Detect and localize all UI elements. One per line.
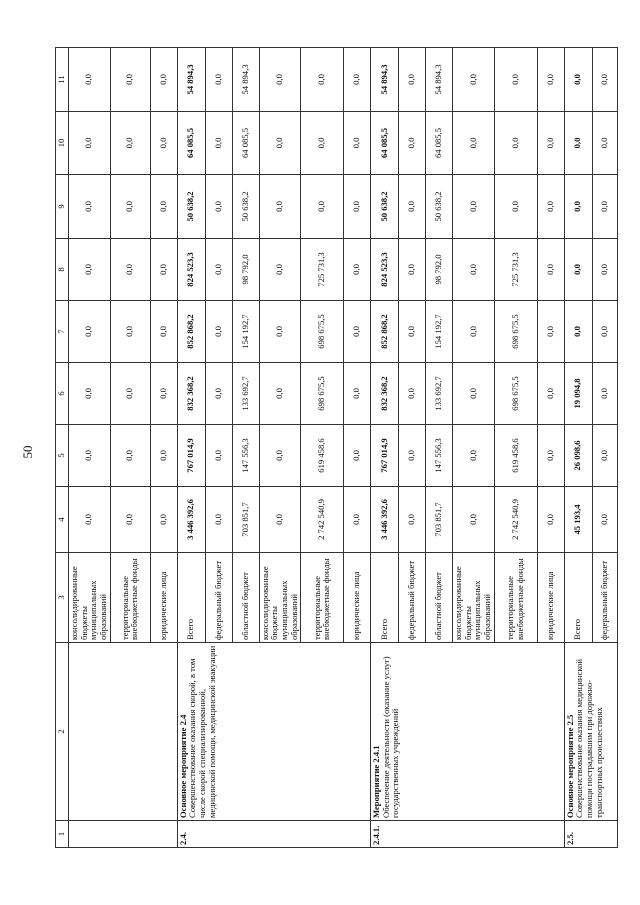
amount-cell: 50 638,2: [426, 175, 453, 239]
amount-cell: 0,0: [537, 425, 564, 487]
funding-source: федеральный бюджет: [592, 553, 617, 643]
item-title: Основное мероприятие 2.5: [564, 714, 575, 818]
amount-cell: 98 792,0: [426, 239, 453, 301]
funding-source: Всего: [371, 553, 399, 643]
amount-cell: 0,0: [205, 239, 232, 301]
item-description: Обеспечение деятельности (оказание услуг) государственных учреждений: [380, 656, 401, 818]
amount-cell: 0,0: [110, 48, 150, 112]
amount-cell: 0,0: [453, 48, 495, 112]
amount-cell: 0,0: [68, 112, 110, 175]
column-number-header: 11: [56, 48, 69, 112]
amount-cell: 54 894,3: [232, 48, 259, 112]
amount-cell: 0,0: [344, 112, 371, 175]
amount-cell: 0,0: [150, 239, 177, 301]
amount-cell: 0,0: [110, 239, 150, 301]
header-row: [56, 48, 69, 848]
item-name: [564, 643, 617, 821]
amount-cell: 0,0: [592, 301, 617, 363]
amount-cell: 0,0: [110, 301, 150, 363]
amount-cell: 133 692,7: [232, 363, 259, 425]
item-name: [371, 643, 565, 821]
amount-cell: 0,0: [205, 48, 232, 112]
amount-cell: 0,0: [68, 487, 110, 553]
amount-cell: 0,0: [564, 301, 592, 363]
amount-cell: 0,0: [537, 239, 564, 301]
item-name: [68, 643, 177, 821]
amount-cell: 0,0: [259, 175, 301, 239]
amount-cell: 0,0: [150, 487, 177, 553]
column-number-header: 9: [56, 175, 69, 239]
amount-cell: 0,0: [259, 363, 301, 425]
item-code: [68, 821, 177, 848]
item-description: Совершенствование оказания скорой, в том числе скорой специализированной, медицинской помощи, медицинской эвакуации: [187, 645, 217, 818]
column-number-header: 2: [56, 643, 69, 821]
table-body: [56, 48, 618, 848]
amount-cell: 0,0: [399, 48, 426, 112]
amount-cell: 0,0: [344, 48, 371, 112]
amount-cell: 0,0: [150, 112, 177, 175]
amount-cell: 0,0: [453, 175, 495, 239]
amount-cell: 0,0: [537, 363, 564, 425]
amount-cell: 0,0: [564, 175, 592, 239]
amount-cell: 133 692,7: [426, 363, 453, 425]
amount-cell: 852 868,2: [371, 301, 399, 363]
column-number-header: 6: [56, 363, 69, 425]
amount-cell: 0,0: [344, 175, 371, 239]
item-code: 2.5.: [564, 821, 617, 848]
amount-cell: 0,0: [205, 363, 232, 425]
funding-source: юридические лица: [150, 553, 177, 643]
amount-cell: 824 523,3: [177, 239, 205, 301]
amount-cell: 0,0: [150, 175, 177, 239]
amount-cell: 0,0: [68, 48, 110, 112]
amount-cell: 0,0: [301, 112, 344, 175]
amount-cell: 725 731,3: [494, 239, 537, 301]
table-row: [564, 48, 592, 848]
funding-source: территориальные внебюджетные фонды: [494, 553, 537, 643]
amount-cell: 703 851,7: [426, 487, 453, 553]
amount-cell: 64 085,5: [177, 112, 205, 175]
amount-cell: 824 523,3: [371, 239, 399, 301]
amount-cell: 0,0: [301, 175, 344, 239]
amount-cell: 0,0: [453, 112, 495, 175]
column-number-header: 1: [56, 821, 69, 848]
amount-cell: 147 556,3: [232, 425, 259, 487]
funding-source: федеральный бюджет: [205, 553, 232, 643]
amount-cell: 832 368,2: [177, 363, 205, 425]
amount-cell: 154 192,7: [232, 301, 259, 363]
amount-cell: 0,0: [259, 425, 301, 487]
amount-cell: 0,0: [537, 48, 564, 112]
amount-cell: 45 193,4: [564, 487, 592, 553]
amount-cell: 0,0: [259, 48, 301, 112]
amount-cell: 3 446 392,6: [177, 487, 205, 553]
amount-cell: 0,0: [205, 301, 232, 363]
amount-cell: 50 638,2: [177, 175, 205, 239]
item-title: Основное мероприятие 2.4: [177, 714, 188, 818]
amount-cell: 698 675,5: [301, 363, 344, 425]
funding-source: областной бюджет: [426, 553, 453, 643]
amount-cell: 50 638,2: [232, 175, 259, 239]
amount-cell: 154 192,7: [426, 301, 453, 363]
amount-cell: 0,0: [537, 487, 564, 553]
amount-cell: 0,0: [110, 112, 150, 175]
amount-cell: 0,0: [399, 363, 426, 425]
column-number-header: 5: [56, 425, 69, 487]
funding-source: юридические лица: [344, 553, 371, 643]
amount-cell: 0,0: [205, 425, 232, 487]
amount-cell: 767 014,9: [177, 425, 205, 487]
amount-cell: 698 675,5: [494, 301, 537, 363]
amount-cell: 0,0: [344, 239, 371, 301]
amount-cell: 0,0: [110, 487, 150, 553]
amount-cell: 832 368,2: [371, 363, 399, 425]
funding-source: консолидированные бюджеты муниципальных образований: [68, 553, 110, 643]
amount-cell: 0,0: [453, 239, 495, 301]
amount-cell: 0,0: [494, 48, 537, 112]
amount-cell: 54 894,3: [426, 48, 453, 112]
amount-cell: 0,0: [110, 425, 150, 487]
amount-cell: 0,0: [344, 301, 371, 363]
funding-source: федеральный бюджет: [399, 553, 426, 643]
column-number-header: 3: [56, 553, 69, 643]
amount-cell: 0,0: [205, 175, 232, 239]
amount-cell: 0,0: [344, 363, 371, 425]
amount-cell: 619 458,6: [494, 425, 537, 487]
amount-cell: 0,0: [259, 487, 301, 553]
amount-cell: 0,0: [205, 112, 232, 175]
amount-cell: 0,0: [494, 175, 537, 239]
amount-cell: 2 742 540,9: [494, 487, 537, 553]
amount-cell: 0,0: [150, 48, 177, 112]
amount-cell: 2 742 540,9: [301, 487, 344, 553]
table-row: [177, 48, 205, 848]
amount-cell: 0,0: [453, 301, 495, 363]
amount-cell: 0,0: [110, 175, 150, 239]
funding-source: территориальные внебюджетные фонды: [110, 553, 150, 643]
amount-cell: 0,0: [110, 363, 150, 425]
amount-cell: 0,0: [453, 425, 495, 487]
amount-cell: 0,0: [301, 48, 344, 112]
amount-cell: 64 085,5: [426, 112, 453, 175]
amount-cell: 698 675,5: [301, 301, 344, 363]
amount-cell: 64 085,5: [371, 112, 399, 175]
amount-cell: 98 792,0: [232, 239, 259, 301]
amount-cell: 0,0: [453, 487, 495, 553]
amount-cell: 3 446 392,6: [371, 487, 399, 553]
amount-cell: 0,0: [150, 301, 177, 363]
amount-cell: 703 851,7: [232, 487, 259, 553]
amount-cell: 147 556,3: [426, 425, 453, 487]
amount-cell: 0,0: [592, 175, 617, 239]
funding-source: консолидированные бюджеты муниципальных образований: [453, 553, 495, 643]
amount-cell: 0,0: [399, 112, 426, 175]
amount-cell: 0,0: [592, 239, 617, 301]
rotated-table-wrapper: [55, 48, 609, 848]
column-number-header: 10: [56, 112, 69, 175]
item-code: 2.4.: [177, 821, 371, 848]
amount-cell: 619 458,6: [301, 425, 344, 487]
amount-cell: 26 098,6: [564, 425, 592, 487]
amount-cell: 0,0: [564, 239, 592, 301]
amount-cell: 0,0: [592, 487, 617, 553]
table-row: [68, 48, 110, 848]
funding-source: областной бюджет: [232, 553, 259, 643]
amount-cell: 0,0: [592, 112, 617, 175]
amount-cell: 0,0: [259, 112, 301, 175]
amount-cell: 0,0: [537, 175, 564, 239]
amount-cell: 19 094,8: [564, 363, 592, 425]
column-number-header: 8: [56, 239, 69, 301]
financing-table: [55, 47, 618, 848]
amount-cell: 0,0: [399, 239, 426, 301]
amount-cell: 50 638,2: [371, 175, 399, 239]
amount-cell: 0,0: [399, 175, 426, 239]
amount-cell: 0,0: [592, 425, 617, 487]
amount-cell: 0,0: [150, 425, 177, 487]
amount-cell: 0,0: [68, 363, 110, 425]
amount-cell: 0,0: [399, 487, 426, 553]
amount-cell: 0,0: [68, 425, 110, 487]
funding-source: юридические лица: [537, 553, 564, 643]
amount-cell: 0,0: [344, 425, 371, 487]
amount-cell: 0,0: [564, 112, 592, 175]
amount-cell: 0,0: [205, 487, 232, 553]
amount-cell: 64 085,5: [232, 112, 259, 175]
amount-cell: 0,0: [68, 175, 110, 239]
funding-source: Всего: [177, 553, 205, 643]
amount-cell: 725 731,3: [301, 239, 344, 301]
column-number-header: 7: [56, 301, 69, 363]
amount-cell: 0,0: [537, 112, 564, 175]
amount-cell: 767 014,9: [371, 425, 399, 487]
column-number-header: 4: [56, 487, 69, 553]
amount-cell: 0,0: [494, 112, 537, 175]
amount-cell: 0,0: [453, 363, 495, 425]
amount-cell: 0,0: [344, 487, 371, 553]
amount-cell: 0,0: [399, 425, 426, 487]
item-description: Совершенствование оказания медицинской помощи пострадавшим при дорожно-транспортных происшествиях: [574, 659, 604, 818]
item-code: 2.4.1.: [371, 821, 565, 848]
item-title: Мероприятие 2.4.1: [371, 745, 382, 818]
amount-cell: 0,0: [259, 301, 301, 363]
page-number: 50: [20, 445, 35, 459]
item-name: [177, 643, 371, 821]
amount-cell: 698 675,5: [494, 363, 537, 425]
table-row: [371, 48, 399, 848]
amount-cell: 0,0: [150, 363, 177, 425]
amount-cell: 54 894,3: [371, 48, 399, 112]
amount-cell: 0,0: [399, 301, 426, 363]
amount-cell: 0,0: [537, 301, 564, 363]
amount-cell: 0,0: [68, 301, 110, 363]
amount-cell: 0,0: [68, 239, 110, 301]
amount-cell: 852 868,2: [177, 301, 205, 363]
funding-source: территориальные внебюджетные фонды: [301, 553, 344, 643]
amount-cell: 54 894,3: [177, 48, 205, 112]
amount-cell: 0,0: [592, 363, 617, 425]
funding-source: Всего: [564, 553, 592, 643]
amount-cell: 0,0: [592, 48, 617, 112]
amount-cell: 0,0: [259, 239, 301, 301]
amount-cell: 0,0: [564, 48, 592, 112]
funding-source: консолидированные бюджеты муниципальных образований: [259, 553, 301, 643]
